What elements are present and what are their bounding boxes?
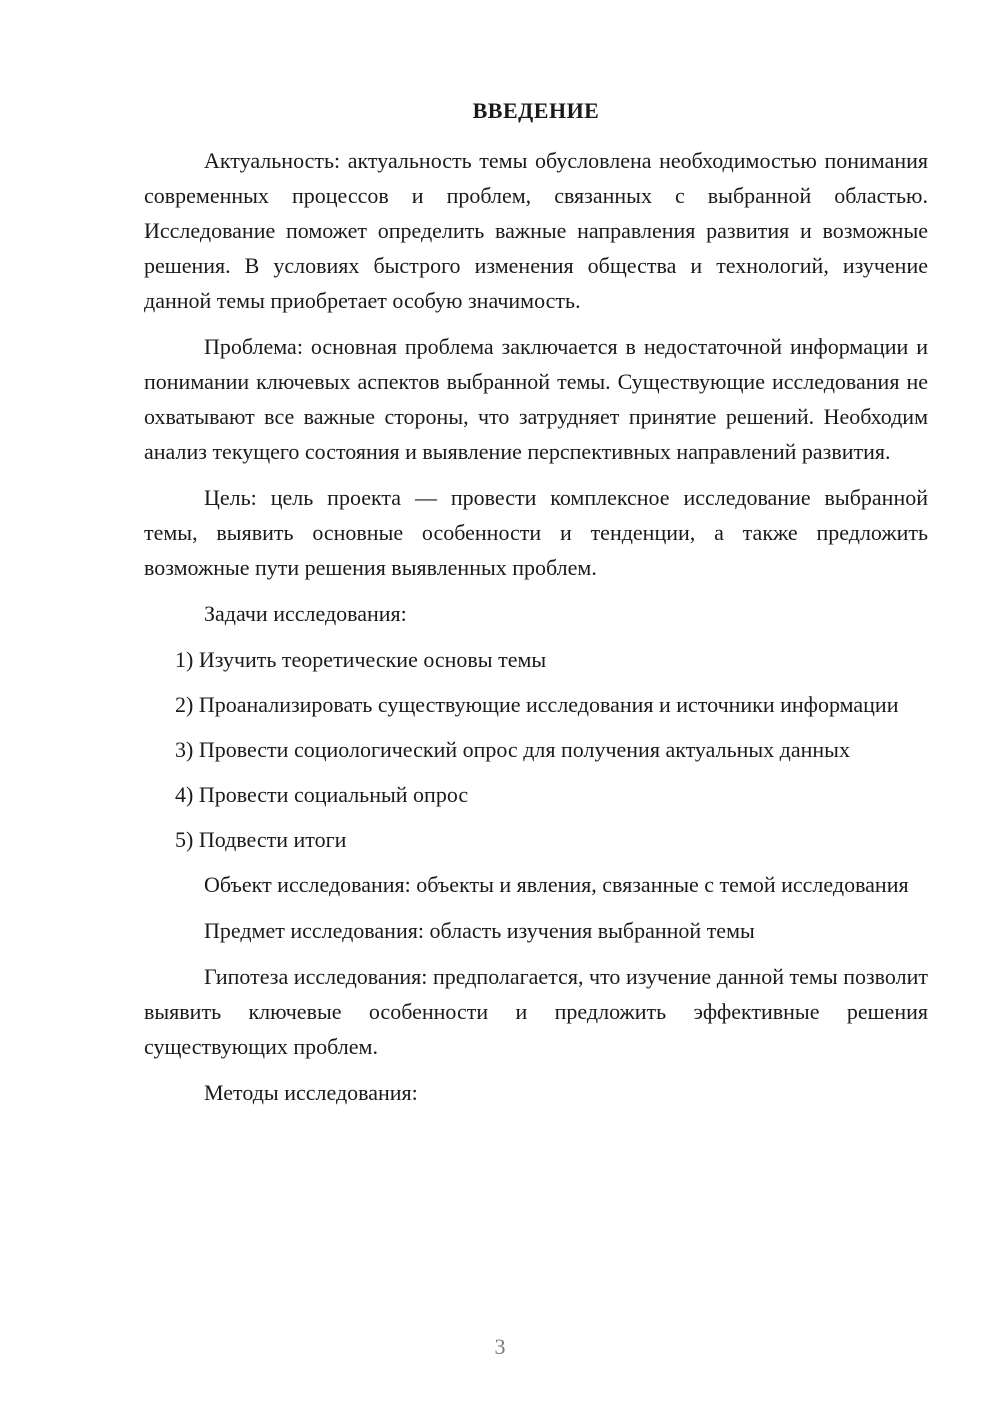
- hypothesis-paragraph: Гипотеза исследования: предполагается, что изучение данной темы позволит выявить ключевые особенности и предложить эффективные решения существующих проблем.: [144, 964, 928, 1059]
- task-item: 4) Провести социальный опрос: [175, 782, 469, 807]
- page-title: ВВЕДЕНИЕ: [472, 98, 600, 123]
- object-paragraph: Объект исследования: объекты и явления, связанные с темой исследования: [204, 872, 909, 897]
- goal-paragraph: Цель: цель проекта — провести комплексное исследование выбранной темы, выявить основные особенности и тенденции, а также предложить возможные пути решения выявленных проблем.: [144, 485, 928, 580]
- task-item: 2) Проанализировать существующие исследования и источники информации: [175, 692, 899, 717]
- page-number: 3: [494, 1334, 506, 1359]
- problem-paragraph: Проблема: основная проблема заключается в недостаточной информации и понимании ключевых аспектов выбранной темы. Существующие исследования не охватывают все важные стороны, что затрудняет принятие решений. Необходим анализ текущего состояния и выявление перспективных направлений развития.: [144, 334, 928, 464]
- task-item: 1) Изучить теоретические основы темы: [175, 647, 547, 672]
- tasks-heading: Задачи исследования:: [204, 601, 407, 626]
- methods-heading: Методы исследования:: [204, 1080, 418, 1105]
- task-item: 5) Подвести итоги: [175, 827, 347, 852]
- task-item: 3) Провести социологический опрос для получения актуальных данных: [175, 737, 850, 762]
- page-content: [144, 96, 928, 1121]
- subject-paragraph: Предмет исследования: область изучения выбранной темы: [204, 918, 755, 943]
- relevance-paragraph: Актуальность: актуальность темы обусловлена необходимостью понимания современных процессов и проблем, связанных с выбранной областью. Исследование поможет определить важные направления развития и возможные решения. В условиях быстрого изменения общества и технологий, изучение данной темы приобретает особую значимость.: [144, 148, 928, 313]
